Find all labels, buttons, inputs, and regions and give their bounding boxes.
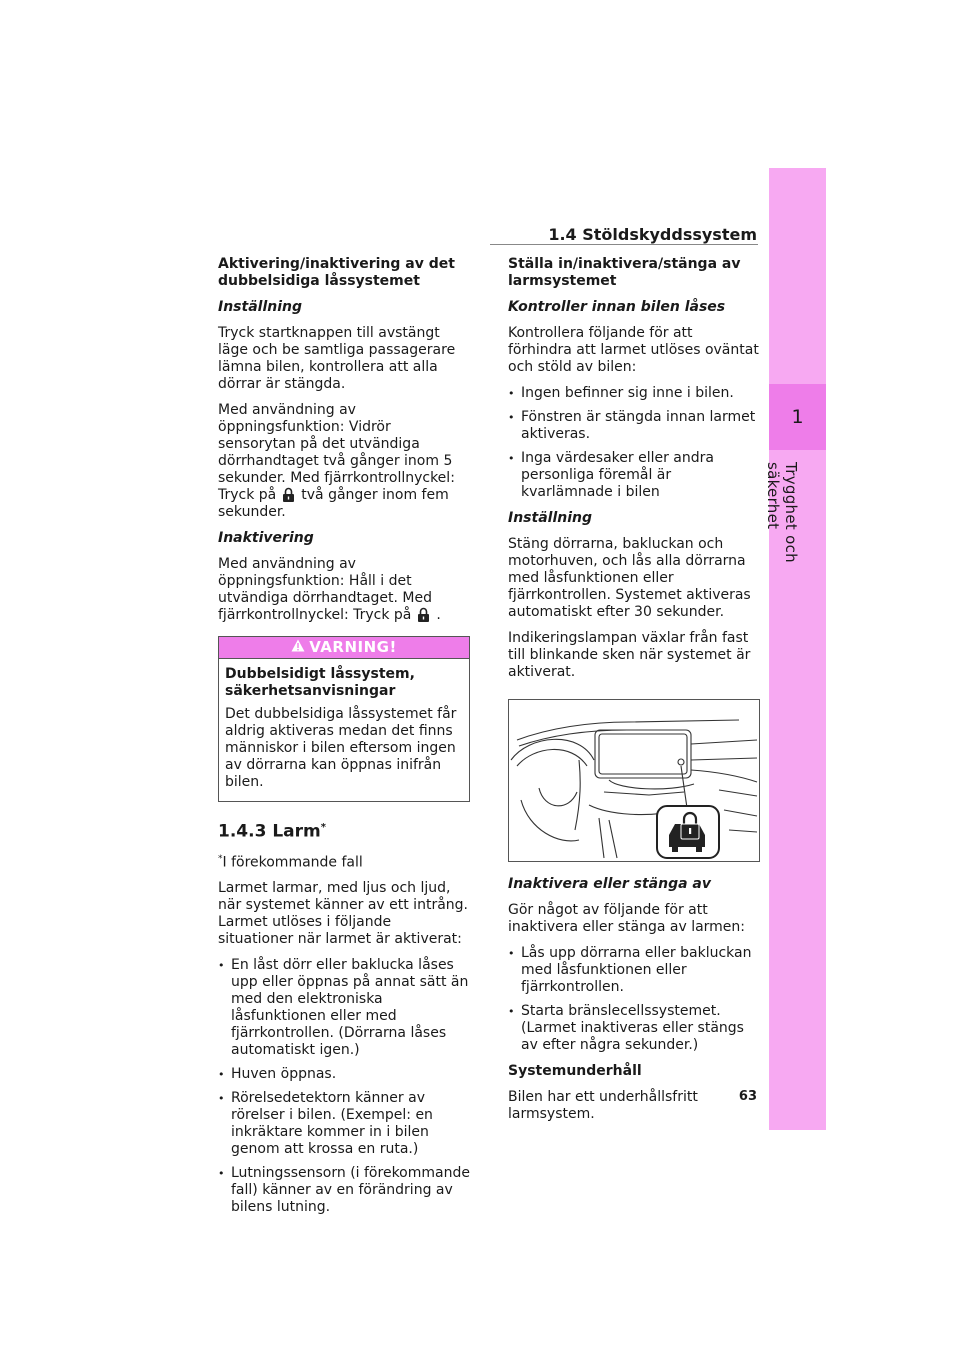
paragraph: [218, 556, 470, 624]
paragraph-text: Med användning av öppningsfunktion: Vidrör sensorytan på det utvändiga dörrhandtaget två gånger inom 5 sekunder. Med fjärrkontrollnyckel: Tryck på: [218, 402, 455, 503]
paragraph: Stäng dörrarna, bakluckan och motorhuven, och lås alla dörrarna med låsfunktionen eller fjärrkontrollen. Systemet aktiveras automatiskt efter 30 sekunder.: [508, 536, 751, 620]
right-column: [508, 256, 760, 1132]
dashboard-illustration: [508, 699, 760, 862]
subheading-installning: Inställning: [508, 510, 592, 526]
list-item: • Rörelsedetektorn känner av rörelser i bilen. (Exempel: en inkräktare kommer in i bilen genom att krossa en ruta.): [218, 1090, 470, 1158]
list-item: • En låst dörr eller baklucka låses upp eller öppnas på annat sätt än med den elektroniska låsfunktionen eller med fjärrkontrollen. (Dörrarna låses automatiskt igen.): [218, 957, 470, 1059]
paragraph: Indikeringslampan växlar från fast till blinkande sken när systemet är aktiverat.: [508, 630, 751, 680]
paragraph-text: två gånger inom fem sekunder.: [218, 487, 449, 520]
warning-label: VARNING!: [309, 638, 397, 656]
left-column: [218, 256, 470, 1225]
paragraph: Gör något av följande för att inaktivera eller stänga av larmen:: [508, 902, 746, 935]
footnote-mark: *: [218, 853, 223, 864]
subheading-kontroller: Kontroller innan bilen låses: [508, 299, 726, 315]
paragraph-text: .: [436, 607, 441, 623]
section-heading-text: 1.4.3 Larm: [218, 821, 321, 842]
heading-alarm-setup: Ställa in/inaktivera/stänga av larmsystemet: [508, 256, 741, 289]
car-lock-indicator-icon: [657, 806, 719, 858]
warning-triangle-icon: [291, 639, 309, 656]
section-heading-mark: *: [320, 822, 326, 833]
footnote-text: I förekommande fall: [222, 854, 363, 871]
chapter-sidetab: [764, 168, 826, 1130]
subheading-systemunderhall: Systemunderhåll: [508, 1063, 642, 1079]
warning-title: Dubbelsidigt låssystem, säkerhetsanvisningar: [225, 666, 415, 699]
list-item: • Fönstren är stängda innan larmet aktiveras.: [508, 409, 760, 443]
paragraph: [218, 402, 470, 521]
dashboard-line-drawing: [509, 700, 759, 861]
page-number: 63: [738, 1089, 757, 1104]
warning-body: [219, 659, 469, 801]
list-item: • Huven öppnas.: [218, 1066, 470, 1083]
list-item: • Lutningssensorn (i förekommande fall) känner av en förändring av bilens lutning.: [218, 1165, 470, 1216]
subheading-inaktivering: Inaktivering: [218, 530, 314, 546]
footnote: [218, 851, 470, 872]
deactivate-list: [508, 945, 760, 1054]
subheading-installning: Inställning: [218, 299, 302, 315]
lock-icon: [417, 607, 430, 622]
paragraph: Larmet larmar, med ljus och ljud, när systemet känner av ett intrång. Larmet utlöses i följande situationer när larmet är aktiverat:: [218, 880, 468, 948]
trigger-list: [218, 957, 470, 1216]
header-rule: [490, 244, 758, 245]
list-item: • Lås upp dörrarna eller bakluckan med låsfunktionen eller fjärrkontrollen.: [508, 945, 760, 996]
paragraph: Kontrollera följande för att förhindra att larmet utlöses oväntat och stöld av bilen:: [508, 325, 759, 375]
warning-header: [219, 637, 469, 659]
lock-icon: [282, 487, 295, 502]
section-heading-larm: [218, 818, 470, 842]
paragraph: Bilen har ett underhållsfritt larmsystem.: [508, 1089, 698, 1122]
chapter-number: 1: [769, 384, 826, 450]
list-item: • Starta bränslecellssystemet. (Larmet inaktiveras eller stängs av efter några sekunder.): [508, 1003, 760, 1054]
heading-double-lock: Aktivering/inaktivering av det dubbelsidiga låssystemet: [218, 256, 455, 289]
paragraph: Tryck startknappen till avstängt läge och be samtliga passagerare lämna bilen, kontrollera att alla dörrar är stängda.: [218, 325, 456, 392]
section-header-title: 1.4 Stöldskyddssystem: [548, 225, 757, 244]
warning-text: Det dubbelsidiga låssystemet får aldrig aktiveras medan det finns människor i bilen eftersom ingen av dörrarna kan öppnas inifrån bilen.: [225, 706, 457, 790]
checklist: [508, 385, 760, 501]
list-item: • Ingen befinner sig inne i bilen.: [508, 385, 760, 402]
paragraph-text: Med användning av öppningsfunktion: Håll i det utvändiga dörrhandtaget. Med fjärrkontrollnyckel: Tryck på: [218, 556, 433, 623]
subheading-inaktivera: Inaktivera eller stänga av: [508, 876, 711, 892]
chapter-title: Trygghet och säkerhet: [764, 462, 800, 563]
warning-box: [218, 636, 470, 802]
list-item: • Inga värdesaker eller andra personliga föremål är kvarlämnade i bilen: [508, 450, 760, 501]
